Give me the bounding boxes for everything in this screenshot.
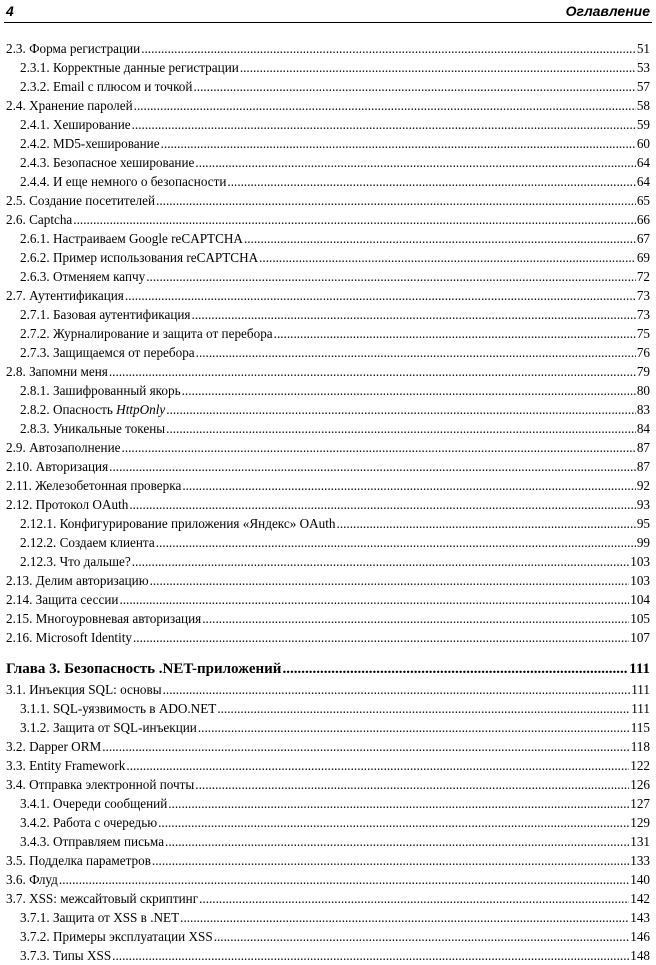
toc-entry-page: 80 <box>636 383 650 398</box>
toc-entry-page: 53 <box>636 60 650 75</box>
toc-leader <box>129 496 635 514</box>
toc-entry-label: 2.6.3. Отменяем капчу <box>20 269 146 284</box>
toc-entry-page: 83 <box>636 402 650 417</box>
toc-entry-label: 3.1. Инъекция SQL: основы <box>6 682 162 697</box>
toc-entry-label: 2.11. Железобетонная проверка <box>6 478 182 493</box>
toc-entry-label: 3.6. Флуд <box>6 872 58 887</box>
toc-leader <box>195 776 629 794</box>
toc-entry <box>6 192 650 210</box>
toc-entry-label: 2.12.3. Что дальше? <box>20 554 131 569</box>
toc-entry-label: 2.7. Аутентификация <box>6 288 124 303</box>
toc-entry <box>6 382 650 400</box>
toc-entry-label: 2.14. Защита сессии <box>6 592 119 607</box>
toc-entry <box>6 629 650 647</box>
toc-leader <box>112 947 629 965</box>
toc-leader <box>214 928 630 946</box>
toc-entry-label: 2.4.2. MD5-хеширование <box>20 136 160 151</box>
toc-chapter-page: 111 <box>629 661 650 677</box>
toc-entry-label: 2.4. Хранение паролей <box>6 98 133 113</box>
toc-entry-page: 107 <box>630 630 650 645</box>
toc-entry-page: 76 <box>636 345 650 360</box>
toc-leader <box>152 852 629 870</box>
toc-entry-page: 131 <box>630 834 650 849</box>
toc-entry-label: 2.8.1. Зашифрованный якорь <box>20 383 181 398</box>
toc-leader <box>163 681 631 699</box>
toc-leader <box>166 420 636 438</box>
toc-entry-page: 129 <box>630 815 650 830</box>
toc-entry <box>6 458 650 476</box>
toc-entry <box>6 572 650 590</box>
toc-entry-page: 65 <box>636 193 650 208</box>
toc-entry-page: 67 <box>636 231 650 246</box>
toc-entry-label: 3.1.2. Защита от SQL-инъекции <box>20 720 197 735</box>
toc-entry <box>6 534 650 552</box>
toc-entry <box>6 78 650 96</box>
toc-entry <box>6 211 650 229</box>
toc-leader <box>166 401 636 419</box>
toc-leader <box>165 833 629 851</box>
toc-leader <box>59 871 629 889</box>
toc-entry <box>6 591 650 609</box>
toc-entry <box>6 249 650 267</box>
toc-entry <box>6 947 650 965</box>
toc-entry <box>6 890 650 908</box>
toc-entry <box>6 401 650 419</box>
toc-entry-label: 3.4.1. Очереди сообщений <box>20 796 168 811</box>
toc-entry <box>6 909 650 927</box>
toc-entry <box>6 363 650 381</box>
toc-entry-label: 3.5. Подделка параметров <box>6 853 151 868</box>
running-title: Оглавление <box>565 3 650 19</box>
toc-leader <box>180 909 629 927</box>
toc-entry <box>6 833 650 851</box>
toc-entry-label: 2.12. Протокол OAuth <box>6 497 129 512</box>
toc-entry-page: 66 <box>636 212 650 227</box>
toc-entry-label: 3.3. Entity Framework <box>6 758 126 773</box>
toc-leader <box>141 40 636 58</box>
toc-entry-page: 111 <box>631 701 650 716</box>
toc-leader <box>217 700 630 718</box>
toc-leader <box>195 154 635 172</box>
toc-leader <box>199 890 629 908</box>
toc-leader <box>109 363 636 381</box>
toc-entry-page: 99 <box>636 535 650 550</box>
toc-entry-label: 2.4.1. Хеширование <box>20 117 131 132</box>
toc-entry-page: 104 <box>630 592 650 607</box>
toc-entry <box>6 553 650 571</box>
toc-leader <box>198 719 630 737</box>
toc-entry-page: 143 <box>630 910 650 925</box>
toc-entry-page: 72 <box>636 269 650 284</box>
toc-leader <box>122 439 636 457</box>
toc-leader <box>73 211 636 229</box>
toc-entry <box>6 287 650 305</box>
toc-leader <box>182 382 636 400</box>
toc-entry-page: 103 <box>630 573 650 588</box>
toc-entry-label: 2.16. Microsoft Identity <box>6 630 132 645</box>
toc-entry-page: 105 <box>630 611 650 626</box>
toc-entry <box>6 268 650 286</box>
toc-entry-label: 2.8. Запомни меня <box>6 364 108 379</box>
toc-entry <box>6 40 650 58</box>
page-number: 4 <box>6 3 14 19</box>
toc-entry <box>6 757 650 775</box>
toc-entry-label: 2.3. Форма регистрации <box>6 41 141 56</box>
toc-entry-page: 146 <box>630 929 650 944</box>
toc-chapter-entry <box>6 660 650 678</box>
toc-entry <box>6 154 650 172</box>
toc-entry-label: 2.9. Автозаполнение <box>6 440 121 455</box>
toc-entry-label: 3.7.2. Примеры эксплуатации XSS <box>20 929 213 944</box>
toc-entry-page: 140 <box>630 872 650 887</box>
toc-entry-label: 3.7. XSS: межсайтовый скриптинг <box>6 891 199 906</box>
toc-entry-page: 51 <box>636 41 650 56</box>
toc-entry <box>6 477 650 495</box>
toc-entry-label: 2.12.2. Создаем клиента <box>20 535 155 550</box>
page-header <box>4 2 652 23</box>
toc-entry-label: 2.12.1. Конфигурирование приложения «Яндекс» OAuth <box>20 516 336 531</box>
toc-leader <box>161 135 636 153</box>
toc-leader <box>109 458 636 476</box>
toc-entry <box>6 439 650 457</box>
toc-entry-page: 75 <box>636 326 650 341</box>
toc-entry-label: 2.10. Авторизация <box>6 459 109 474</box>
toc-entry-page: 127 <box>630 796 650 811</box>
toc-leader <box>196 344 636 362</box>
toc-entry <box>6 230 650 248</box>
toc-leader <box>337 515 636 533</box>
toc-entry-label: 2.6.2. Пример использования reCAPTCHA <box>20 250 259 265</box>
toc-entry-label: 2.7.3. Защищаемся от перебора <box>20 345 195 360</box>
toc-entry <box>6 852 650 870</box>
toc-entry-label: 2.4.4. И еще немного о безопасности <box>20 174 227 189</box>
toc-entry-label: 2.6. Captcha <box>6 212 73 227</box>
toc-leader <box>282 660 628 678</box>
toc-entry-label: 3.1.1. SQL-уязвимость в ADO.NET <box>20 701 217 716</box>
toc-entry-label: 3.4.3. Отправляем письма <box>20 834 165 849</box>
toc-leader <box>168 795 629 813</box>
toc-entry-label: 2.13. Делим авторизацию <box>6 573 149 588</box>
toc-entry-label: 3.7.3. Типы XSS <box>20 948 112 963</box>
toc-leader <box>156 534 636 552</box>
toc-entry-page: 148 <box>630 948 650 963</box>
toc-entry-page: 84 <box>636 421 650 436</box>
toc-entry <box>6 420 650 438</box>
toc-leader <box>259 249 636 267</box>
toc-leader <box>146 268 636 286</box>
toc-entry-page: 64 <box>636 155 650 170</box>
toc-entry <box>6 344 650 362</box>
toc-entry-page: 122 <box>630 758 650 773</box>
toc-leader <box>132 116 636 134</box>
toc-leader <box>274 325 636 343</box>
toc-entry-page: 87 <box>636 440 650 455</box>
toc-entry-page: 79 <box>636 364 650 379</box>
toc-entry-page: 73 <box>636 288 650 303</box>
toc-entry <box>6 928 650 946</box>
toc-entry-label: 2.15. Многоуровневая авторизация <box>6 611 202 626</box>
toc-entry-page: 64 <box>636 174 650 189</box>
toc-leader <box>192 306 636 324</box>
toc-leader <box>133 629 629 647</box>
toc-leader <box>182 477 636 495</box>
toc-entry-label <box>6 401 165 419</box>
toc-entry-label: 2.7.2. Журналирование и защита от перебора <box>20 326 273 341</box>
toc-entry <box>6 700 650 718</box>
toc-leader <box>150 572 630 590</box>
toc-entry-page: 133 <box>630 853 650 868</box>
toc-entry-label: 2.4.3. Безопасное хеширование <box>20 155 195 170</box>
toc-entry <box>6 306 650 324</box>
toc-entry-label: 2.6.1. Настраиваем Google reCAPTCHA <box>20 231 243 246</box>
toc-entry-label: 3.4. Отправка электронной почты <box>6 777 195 792</box>
toc-leader <box>132 553 629 571</box>
toc-entry-page: 57 <box>636 79 650 94</box>
toc-leader <box>102 738 629 756</box>
toc-entry-page: 73 <box>636 307 650 322</box>
toc-leader <box>244 230 636 248</box>
toc-leader <box>158 814 629 832</box>
toc-entry <box>6 719 650 737</box>
toc-entry <box>6 871 650 889</box>
toc-entry <box>6 97 650 115</box>
toc-entry-label-italic: HttpOnly <box>116 402 166 417</box>
toc-entry <box>6 814 650 832</box>
toc-entry-page: 87 <box>636 459 650 474</box>
toc-entry <box>6 776 650 794</box>
toc-entry-label: 3.4.2. Работа с очередью <box>20 815 158 830</box>
toc-entry-label: 3.7.1. Защита от XSS в .NET <box>20 910 180 925</box>
toc-leader <box>240 59 636 77</box>
toc-leader <box>125 287 636 305</box>
toc-entry-page: 58 <box>636 98 650 113</box>
toc-entry <box>6 59 650 77</box>
toc-entry-page: 115 <box>630 720 650 735</box>
toc-entry-page: 69 <box>636 250 650 265</box>
toc-entry-page: 142 <box>630 891 650 906</box>
toc-leader <box>227 173 635 191</box>
toc-entry-page: 103 <box>630 554 650 569</box>
toc-leader <box>119 591 629 609</box>
toc-entry-page: 126 <box>630 777 650 792</box>
toc-entry-label: 2.3.2. Email с плюсом и точкой <box>20 79 193 94</box>
toc-leader <box>193 78 635 96</box>
toc-entry <box>6 515 650 533</box>
toc-entry-page: 59 <box>636 117 650 132</box>
toc-entry <box>6 173 650 191</box>
toc-entry-page: 111 <box>631 682 650 697</box>
toc-entry-page: 60 <box>636 136 650 151</box>
toc-entry <box>6 135 650 153</box>
toc-leader <box>202 610 629 628</box>
toc-leader <box>134 97 636 115</box>
toc-entry <box>6 116 650 134</box>
toc-entry <box>6 738 650 756</box>
toc-entry-label: 3.2. Dapper ORM <box>6 739 102 754</box>
toc-entry <box>6 496 650 514</box>
toc-entry <box>6 681 650 699</box>
toc-entry <box>6 325 650 343</box>
toc-entry-label: 2.7.1. Базовая аутентификация <box>20 307 191 322</box>
toc-entry-page: 118 <box>630 739 650 754</box>
toc-entry-page: 93 <box>636 497 650 512</box>
toc-entry-label: 2.8.3. Уникальные токены <box>20 421 166 436</box>
toc-entry-label: 2.3.1. Корректные данные регистрации <box>20 60 239 75</box>
toc-entry-label-text: 2.8.2. Опасность <box>20 402 117 417</box>
toc-leader <box>126 757 629 775</box>
toc-chapter-label: Глава 3. Безопасность .NET-приложений <box>6 661 282 677</box>
toc-entry-page: 95 <box>636 516 650 531</box>
toc-entry-label: 2.5. Создание посетителей <box>6 193 156 208</box>
toc-entry <box>6 795 650 813</box>
toc-entry <box>6 610 650 628</box>
toc-leader <box>156 192 636 210</box>
toc-entry-page: 92 <box>636 478 650 493</box>
